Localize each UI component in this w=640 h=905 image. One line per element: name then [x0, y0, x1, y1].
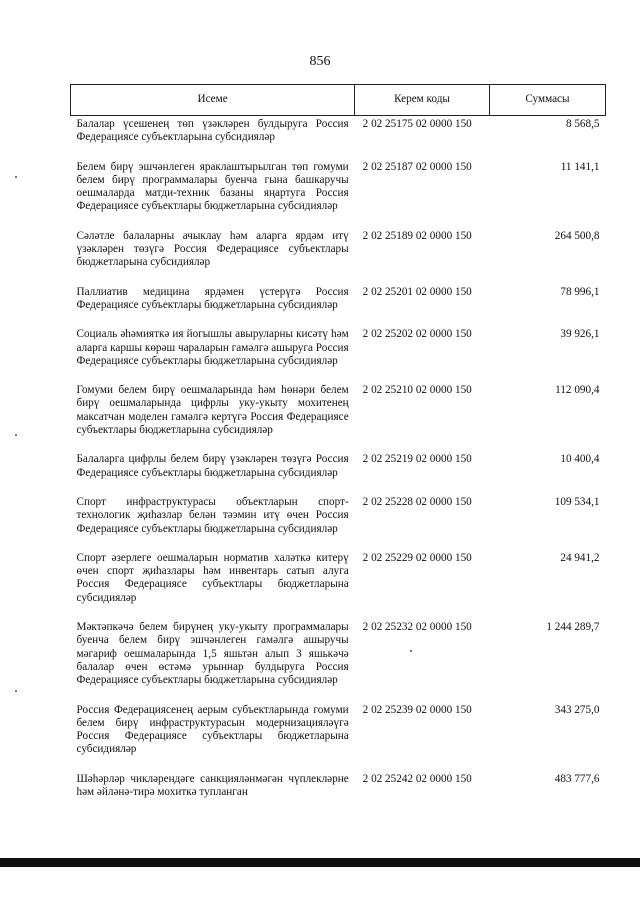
row-sum: 24 941,2 [560, 551, 600, 564]
table-row [71, 621, 606, 703]
scan-dot [410, 650, 412, 652]
row-name: Мәктәпкәчә белем бирүнең уку-укыту программалары буенча белем бирү эшчәнлеген гамәлгә ашыручы мәгариф оешмаларында 1,5 яшьтән алып 3 яшькәчә балалар өчен өстәмә урыннар булдыруга Россия Федерациясе субъектлары бюджетларына субсидияләр [76, 621, 349, 687]
row-sum: 264 500,8 [554, 229, 600, 242]
row-code: 2 02 25210 02 0000 150 [362, 384, 472, 397]
table-row [71, 704, 606, 773]
row-sum: 39 926,1 [560, 328, 600, 341]
row-sum: 78 996,1 [560, 285, 600, 298]
row-sum: 343 275,0 [554, 703, 600, 716]
table-body [71, 116, 606, 816]
row-code: 2 02 25219 02 0000 150 [362, 453, 472, 466]
scan-dot [15, 434, 17, 436]
table-row [71, 384, 606, 453]
header-code: Керем коды [355, 85, 490, 116]
budget-table [70, 84, 606, 815]
row-code: 2 02 25242 02 0000 150 [362, 772, 472, 785]
row-sum: 11 141,1 [560, 160, 600, 173]
row-name: Сәләтле балаларны ачыклау һәм аларга ярдәм итү үзәкләрен төзүгә Россия Федерациясе субъектлары бюджетларына субсидияләр [76, 229, 349, 269]
table-header-row [71, 85, 606, 116]
row-name: Социаль әһәмияткә ия йогышлы авыруларны кисәтү һәм аларга каршы көрәш чараларын гамәлгә ашыруга Россия Федерациясе субъектлары бюджетларына субсидияләр [76, 328, 349, 367]
row-sum: 109 534,1 [554, 495, 600, 508]
table-row [71, 453, 606, 496]
row-code: 2 02 25201 02 0000 150 [362, 285, 472, 298]
header-name: Исеме [71, 85, 355, 116]
row-code: 2 02 25189 02 0000 150 [362, 229, 472, 242]
row-code: 2 02 25229 02 0000 150 [362, 551, 472, 564]
row-name: Спорт әзерлеге оешмаларын норматив халәткә китерү өчен спорт җиһазлары һәм инвентарь сатып алуга Россия Федерациясе субъектлары бюджетларына субсидияләр [76, 551, 349, 604]
scan-dot [15, 690, 17, 692]
row-code: 2 02 25202 02 0000 150 [362, 328, 472, 341]
row-code: 2 02 25228 02 0000 150 [362, 495, 472, 508]
row-sum: 112 090,4 [555, 384, 600, 397]
table-row [71, 116, 606, 161]
table-row [71, 496, 606, 552]
row-name: Белем бирү эшчәнлеген яраклаштырылган төп гомуми белем бирү программалары буенча гына башкаручы оешмаларда матди-техник базаны яңартуга Россия Федерациясе субъектлары бюджетларына субсидияләр [76, 160, 349, 213]
page-number: 856 [309, 54, 331, 69]
scan-dot [15, 176, 17, 178]
row-code: 2 02 25187 02 0000 150 [362, 160, 472, 173]
row-sum: 483 777,6 [554, 772, 600, 785]
row-code: 2 02 25239 02 0000 150 [362, 703, 472, 716]
table-row [71, 552, 606, 621]
table-row [71, 286, 606, 329]
table-row [71, 328, 606, 384]
scan-edge-bar [0, 858, 640, 867]
row-name: Балалар үсешенең төп үзәкләрен булдыруга Россия Федерациясе субъектларына субсидияләр [76, 118, 349, 144]
row-sum: 1 244 289,7 [546, 621, 600, 634]
row-code: 2 02 25175 02 0000 150 [362, 118, 472, 130]
row-sum: 8 568,5 [565, 118, 600, 130]
table-row [71, 773, 606, 816]
row-sum: 10 400,4 [560, 453, 600, 466]
row-name: Гомуми белем бирү оешмаларында һәм һөнәри белем бирү оешмаларында цифрлы уку-укыту мохитенең максатчан моделен гамәлгә кертүгә Россия Федерациясе субъектлары бюджетларына субсидияләр [76, 384, 349, 437]
row-name: Россия Федерациясенең аерым субъектларында гомуми белем бирү инфраструктурасын модернизацияләүгә Россия Федерациясе субъектлары бюджетларына субсидияләр [76, 703, 349, 756]
row-name: Шәһәрләр чикләрендәге санкцияләнмәгән чүплекләрне һәм әйләнә-тирә мохиткә тупланган [76, 772, 349, 798]
row-name: Балаларга цифрлы белем бирү үзәкләрен төзүгә Россия Федерациясе субъектлары бюджетларына субсидияләр [76, 453, 349, 479]
header-sum: Суммасы [489, 85, 605, 116]
row-name: Паллиатив медицина ярдәмен үстерүгә Россия Федерациясе субъектлары бюджетларына субсидияләр [76, 285, 349, 311]
row-name: Спорт инфраструктурасы объектларын спорт-технологик җиһазлар белән тәэмин итү өчен Россия Федерациясе субъектлары бюджетларына субсидияләр [76, 495, 349, 535]
table-row [71, 230, 606, 286]
table-row [71, 161, 606, 230]
row-code: 2 02 25232 02 0000 150 [362, 621, 472, 634]
